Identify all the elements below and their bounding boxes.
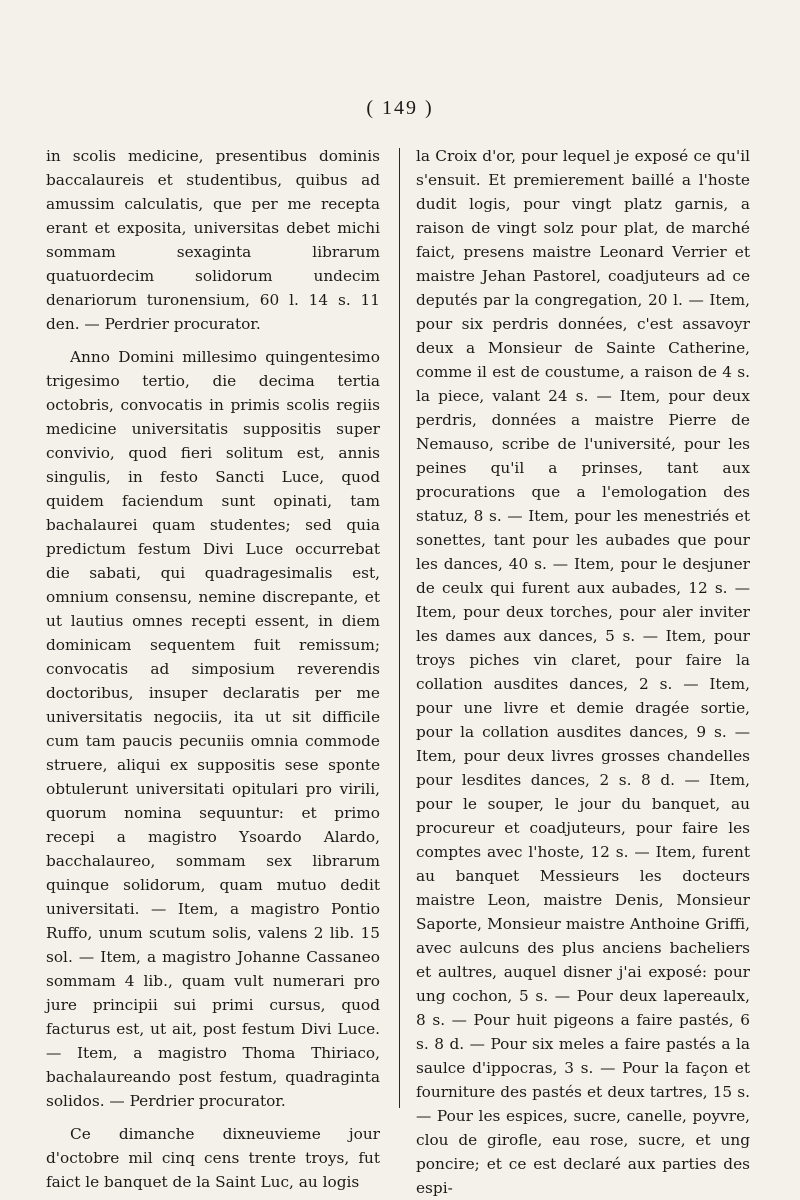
left-text-column [46, 144, 380, 1194]
page-number: ( 149 ) [366, 97, 434, 119]
left-paragraph-2: Anno Domini millesimo quingentesimo trigesimo tertio, die decima tertia octobris, convocatis in primis scolis regiis medicine universitatis suppositis super convivio, quod fieri solitum est, annis singulis, in festo Sancti Luce, quod quidem faciendum sunt opinati, tam bachalaurei quam studentes; sed quia predictum festum Divi Luce occurrebat die sabati, qui quadragesimalis est, omnium consensu, nemine discrepante, et ut lautius omnes recepti essent, in diem dominicam sequentem fuit remissum; convocatis ad simposium reverendis doctoribus, insuper declaratis per me universitatis negociis, ita ut sit difficile cum tam paucis pecuniis omnia commode struere, aliqui ex suppositis sese sponte obtulerunt universitati opitulari pro virili, quorum nomina sequuntur: et primo recepi a magistro Ysoardo Alardo, bacchalaureo, sommam sex librarum quinque solidorum, quam mutuo dedit universitati. — Item, a magistro Pontio Ruffo, unum scutum solis, valens 2 lib. 15 sol. — Item, a magistro Johanne Cassaneo sommam 4 lib., quam vult numerari pro jure principii sui primi cursus, quod facturus est, ut ait, post festum Divi Luce. — Item, a magistro Thoma Thiriaco, bachalaureando post festum, quadraginta solidos. — Perdrier procurator. [46, 348, 380, 1110]
column-divider [399, 148, 400, 1108]
left-paragraph-1: in scolis medicine, presentibus dominis baccalaureis et studentibus, quibus ad amussim calculatis, que per me recepta erant et exposita, universitas debet michi sommam sexaginta librarum quatuordecim solidorum undecim denariorum turonensium, 60 l. 14 s. 11 den. — Perdrier procurator. [46, 147, 380, 333]
right-paragraph-1: la Croix d'or, pour lequel je exposé ce qu'il s'ensuit. Et premierement baillé a l'hoste dudit logis, pour vingt platz garnis, a raison de vingt solz pour plat, de marché faict, presens maistre Leonard Verrier et maistre Jehan Pastorel, coadjuteurs ad ce deputés par la congregation, 20 l. — Item, pour six perdris données, c'est assavoyr deux a Monsieur de Sainte Catherine, comme il est de coustume, a raison de 4 s. la piece, valant 24 s. — Item, pour deux perdris, données a maistre Pierre de Nemauso, scribe de l'université, pour les peines qu'il a prinses, tant aux procurations que a l'emologation des statuz, 8 s. — Item, pour les menestriés et sonettes, tant pour les aubades que pour les dances, 40 s. — Item, pour le desjuner de ceulx qui furent aux aubades, 12 s. — Item, pour deux torches, pour aler inviter les dames aux dances, 5 s. — Item, pour troys piches vin claret, pour faire la collation ausdites dances, 2 s. — Item, pour une livre et demie dragée sortie, pour la collation ausdites dances, 9 s. — Item, pour deux livres grosses chandelles pour lesdites dances, 2 s. 8 d. — Item, pour le souper, le jour du banquet, au procureur et coadjuteurs, pour faire les comptes avec l'hoste, 12 s. — Item, furent au banquet Messieurs les docteurs maistre Leon, maistre Denis, Monsieur Saporte, Monsieur maistre Anthoine Griffi, avec aulcuns des plus anciens bacheliers et aultres, auquel disner j'ai exposé: pour ung cochon, 5 s. — Pour deux lapereaulx, 8 s. — Pour huit pigeons a faire pastés, 6 s. 8 d. — Pour six meles a faire pastés a la saulce d'ippocras, 3 s. — Pour la façon et fourniture des pastés et deux tartres, 15 s. — Pour les espices, sucre, canelle, poyvre, clou de girofle, eau rose, sucre, et ung poncire; et ce est declaré aux parties des espi- [416, 147, 750, 1197]
right-text-column [416, 144, 750, 1200]
left-paragraph-3: Ce dimanche dixneuvieme jour d'octobre mil cinq cens trente troys, fut faict le banquet de la Saint Luc, au logis [46, 1125, 380, 1191]
